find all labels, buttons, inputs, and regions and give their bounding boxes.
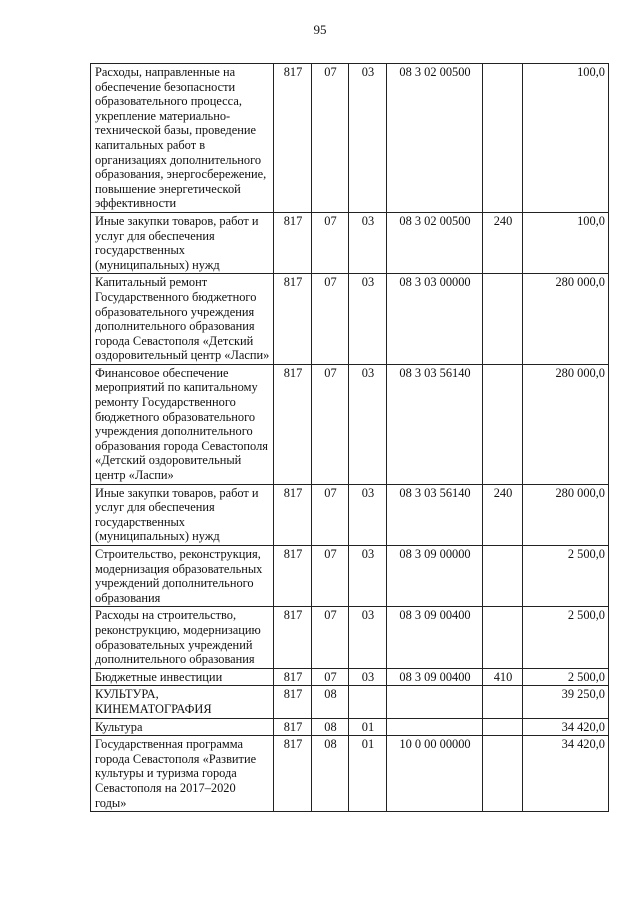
cell-ministry-code: 817 — [274, 64, 312, 213]
cell-target-article: 08 3 09 00000 — [387, 546, 483, 607]
cell-expense-type: 410 — [483, 668, 523, 686]
cell-ministry-code: 817 — [274, 668, 312, 686]
cell-subsection-code: 01 — [349, 736, 387, 812]
cell-name: Иные закупки товаров, работ и услуг для обеспечения государственных (муниципальных) нужд — [91, 484, 274, 545]
cell-name: Бюджетные инвестиции — [91, 668, 274, 686]
cell-name: Государственная программа города Севастополя «Развитие культуры и туризма города Севастополя на 2017–2020 годы» — [91, 736, 274, 812]
cell-name: КУЛЬТУРА, КИНЕМАТОГРАФИЯ — [91, 686, 274, 718]
cell-ministry-code: 817 — [274, 546, 312, 607]
table-row — [91, 736, 609, 812]
cell-ministry-code: 817 — [274, 212, 312, 273]
cell-subsection-code: 03 — [349, 64, 387, 213]
cell-subsection-code: 01 — [349, 718, 387, 736]
cell-expense-type — [483, 607, 523, 668]
cell-target-article: 08 3 02 00500 — [387, 64, 483, 213]
cell-name: Иные закупки товаров, работ и услуг для обеспечения государственных (муниципальных) нужд — [91, 212, 274, 273]
cell-ministry-code: 817 — [274, 718, 312, 736]
cell-expense-type — [483, 546, 523, 607]
cell-expense-type: 240 — [483, 484, 523, 545]
cell-name: Строительство, реконструкция, модернизация образовательных учреждений дополнительного образования — [91, 546, 274, 607]
table-row — [91, 686, 609, 718]
cell-target-article: 08 3 03 00000 — [387, 274, 483, 365]
cell-name: Финансовое обеспечение мероприятий по капитальному ремонту Государственного бюджетного образовательного учреждения дополнительного образования города Севастополя «Детский оздоровительный центр «Ласпи» — [91, 364, 274, 484]
cell-name: Расходы, направленные на обеспечение безопасности образовательного процесса, укрепление материально-технической базы, проведение капитальных работ в организациях дополнительного образования, энергосбережение, повышение энергетической эффективности — [91, 64, 274, 213]
cell-subsection-code — [349, 686, 387, 718]
cell-section-code: 07 — [312, 546, 349, 607]
cell-target-article — [387, 718, 483, 736]
table-row — [91, 484, 609, 545]
cell-section-code: 07 — [312, 484, 349, 545]
cell-subsection-code: 03 — [349, 212, 387, 273]
cell-ministry-code: 817 — [274, 607, 312, 668]
cell-name: Капитальный ремонт Государственного бюджетного образовательного учреждения дополнительного образования города Севастополя «Детский оздоровительный центр «Ласпи» — [91, 274, 274, 365]
table-row — [91, 607, 609, 668]
cell-amount: 34 420,0 — [523, 736, 609, 812]
cell-target-article: 08 3 09 00400 — [387, 607, 483, 668]
cell-expense-type — [483, 686, 523, 718]
cell-amount: 280 000,0 — [523, 364, 609, 484]
cell-expense-type: 240 — [483, 212, 523, 273]
cell-section-code: 08 — [312, 686, 349, 718]
cell-amount: 100,0 — [523, 64, 609, 213]
cell-expense-type — [483, 736, 523, 812]
cell-target-article: 10 0 00 00000 — [387, 736, 483, 812]
cell-expense-type — [483, 274, 523, 365]
cell-section-code: 07 — [312, 607, 349, 668]
cell-amount: 280 000,0 — [523, 274, 609, 365]
cell-section-code: 07 — [312, 668, 349, 686]
cell-section-code: 07 — [312, 64, 349, 213]
cell-subsection-code: 03 — [349, 274, 387, 365]
cell-section-code: 08 — [312, 718, 349, 736]
table-row — [91, 668, 609, 686]
cell-name: Расходы на строительство, реконструкцию, модернизацию образовательных учреждений дополнительного образования — [91, 607, 274, 668]
cell-subsection-code: 03 — [349, 364, 387, 484]
cell-section-code: 07 — [312, 274, 349, 365]
table-row — [91, 546, 609, 607]
cell-amount: 100,0 — [523, 212, 609, 273]
cell-amount: 39 250,0 — [523, 686, 609, 718]
table-body — [91, 64, 609, 812]
page-number: 95 — [313, 22, 327, 37]
table-row — [91, 274, 609, 365]
cell-expense-type — [483, 64, 523, 213]
cell-amount: 280 000,0 — [523, 484, 609, 545]
cell-name: Культура — [91, 718, 274, 736]
cell-amount: 2 500,0 — [523, 546, 609, 607]
cell-target-article — [387, 686, 483, 718]
table-row — [91, 64, 609, 213]
cell-subsection-code: 03 — [349, 607, 387, 668]
cell-section-code: 08 — [312, 736, 349, 812]
cell-target-article: 08 3 03 56140 — [387, 364, 483, 484]
cell-ministry-code: 817 — [274, 364, 312, 484]
cell-section-code: 07 — [312, 364, 349, 484]
table-row — [91, 364, 609, 484]
cell-target-article: 08 3 09 00400 — [387, 668, 483, 686]
cell-ministry-code: 817 — [274, 274, 312, 365]
cell-amount: 34 420,0 — [523, 718, 609, 736]
cell-section-code: 07 — [312, 212, 349, 273]
cell-subsection-code: 03 — [349, 546, 387, 607]
cell-target-article: 08 3 02 00500 — [387, 212, 483, 273]
cell-expense-type — [483, 364, 523, 484]
cell-ministry-code: 817 — [274, 686, 312, 718]
cell-ministry-code: 817 — [274, 484, 312, 545]
cell-amount: 2 500,0 — [523, 668, 609, 686]
table-row — [91, 212, 609, 273]
cell-expense-type — [483, 718, 523, 736]
cell-ministry-code: 817 — [274, 736, 312, 812]
cell-target-article: 08 3 03 56140 — [387, 484, 483, 545]
cell-amount: 2 500,0 — [523, 607, 609, 668]
table-row — [91, 718, 609, 736]
budget-table — [90, 63, 609, 812]
cell-subsection-code: 03 — [349, 668, 387, 686]
cell-subsection-code: 03 — [349, 484, 387, 545]
